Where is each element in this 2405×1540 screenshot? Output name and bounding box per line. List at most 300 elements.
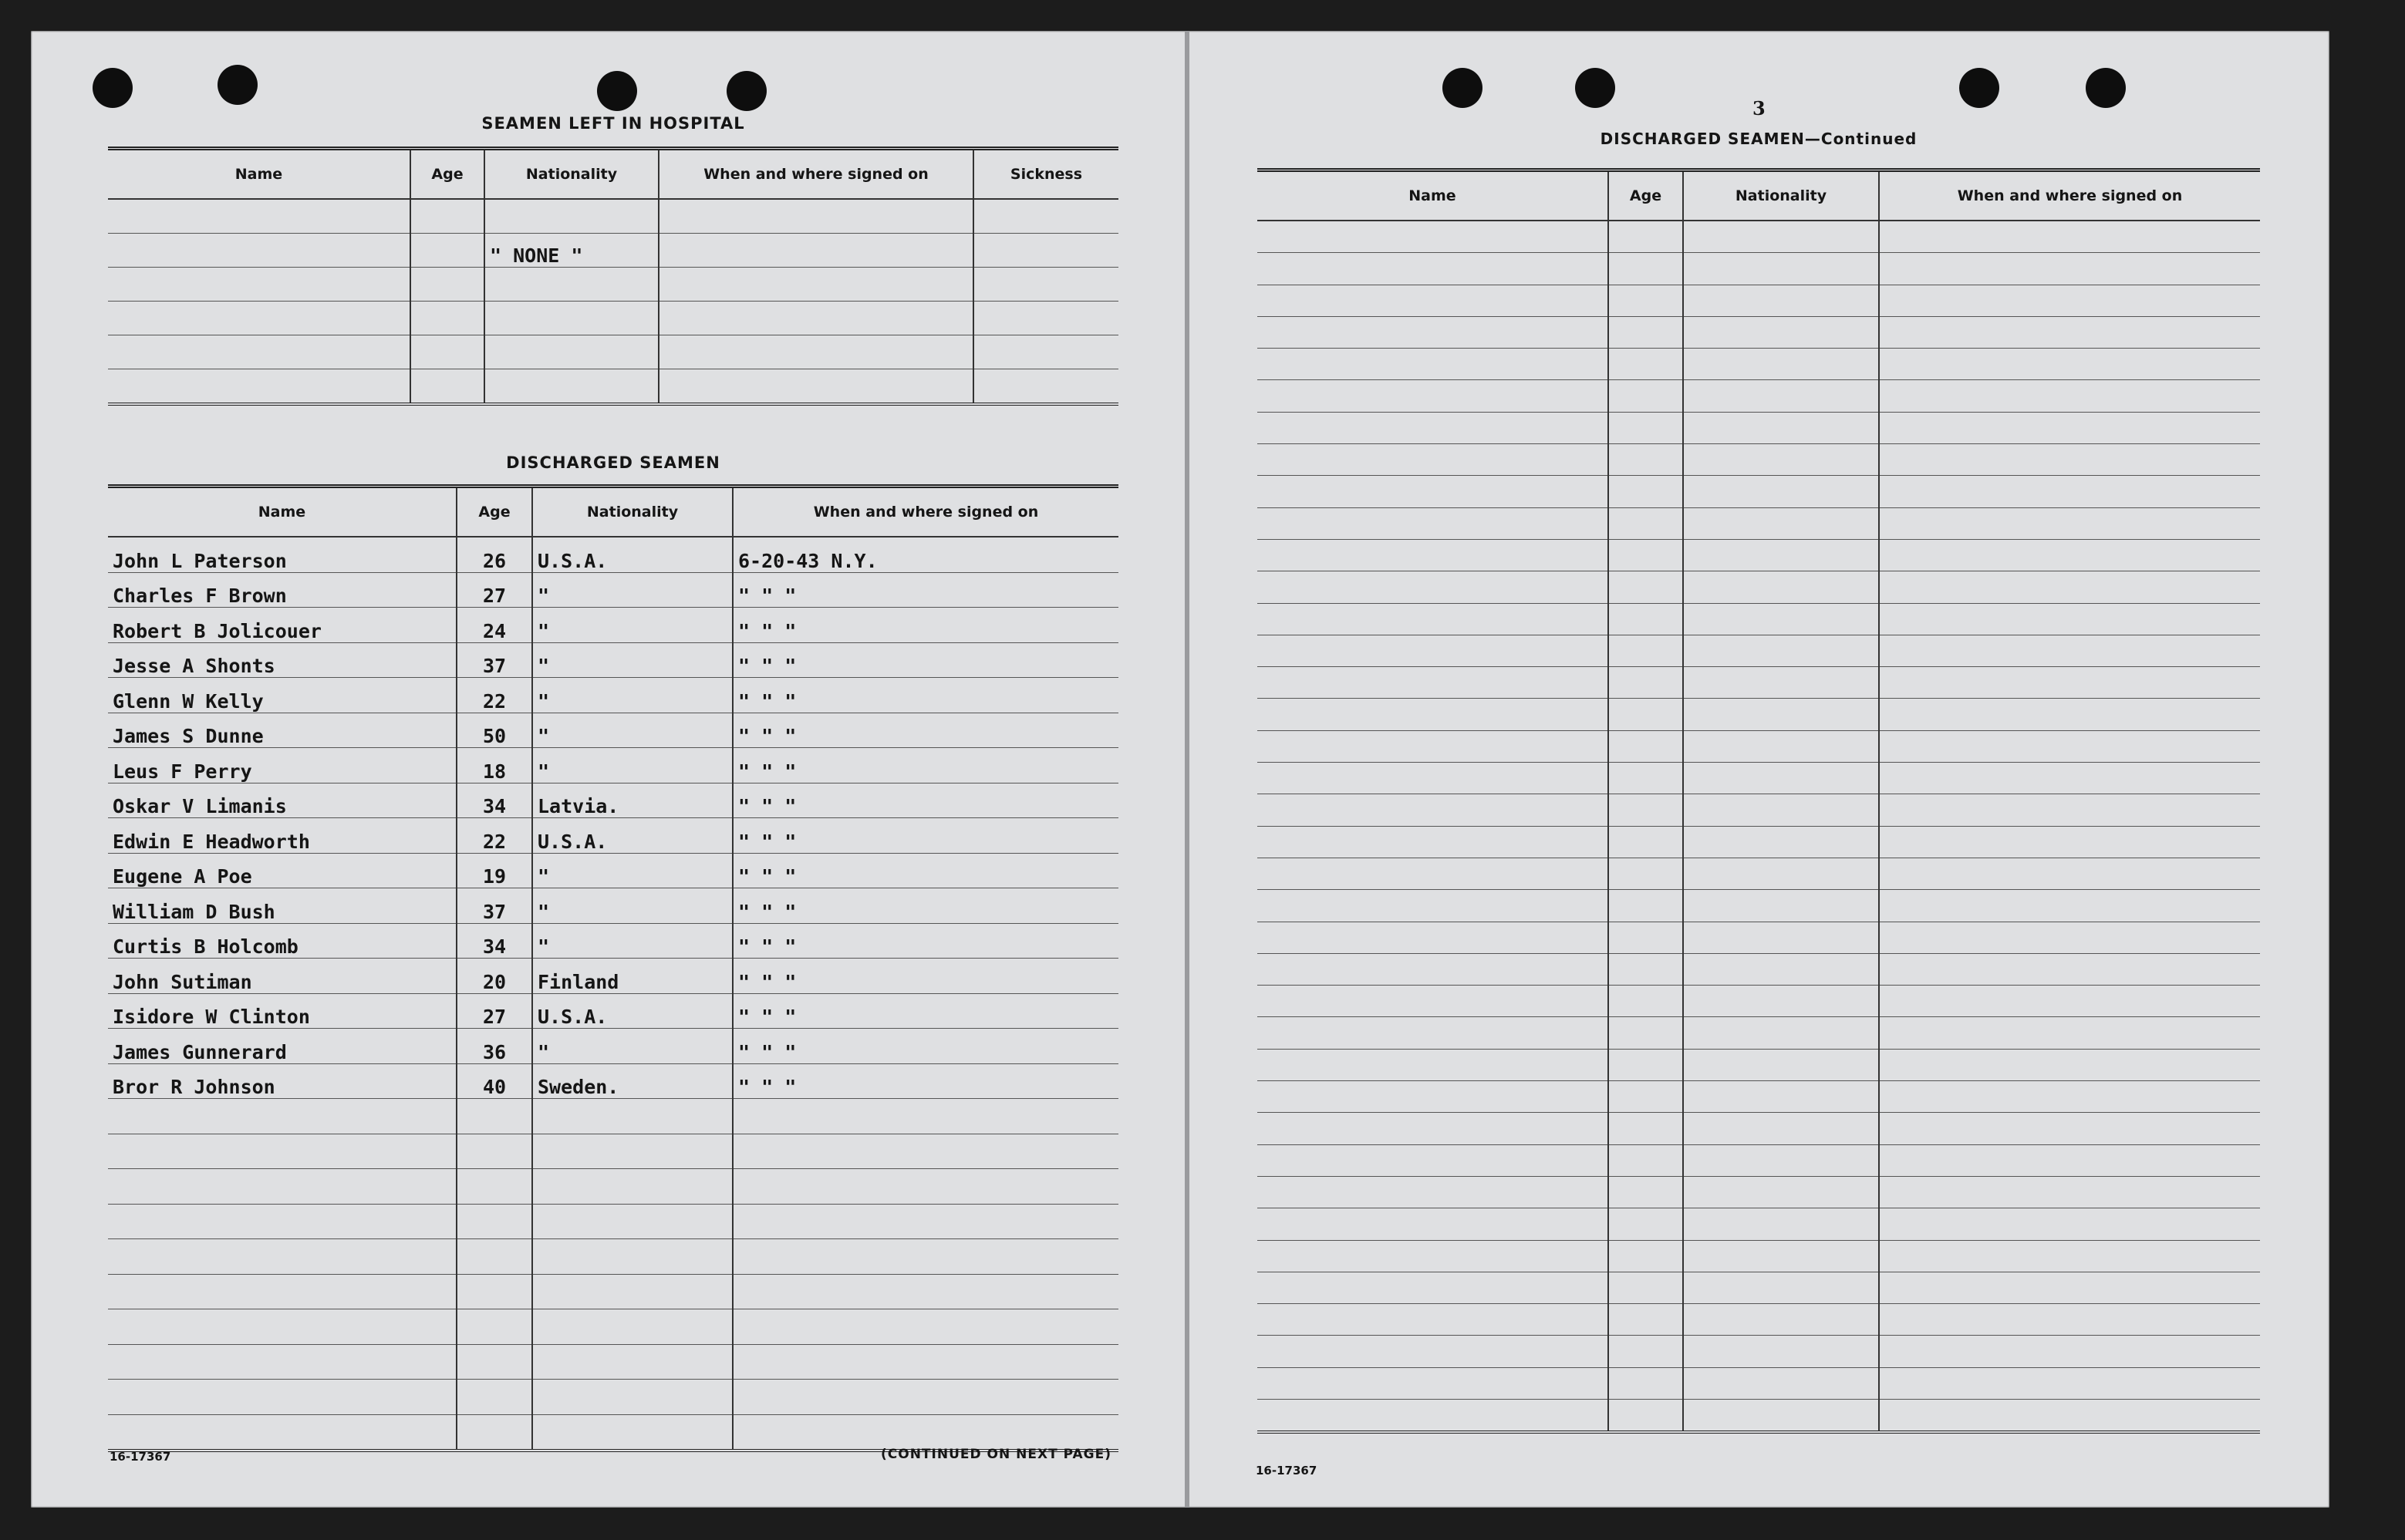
- blank-cell: [1608, 380, 1683, 412]
- seaman-signed-on: " " ": [733, 1029, 1118, 1064]
- seaman-nationality: ": [532, 572, 733, 608]
- seaman-name: [108, 1169, 457, 1205]
- blank-cell: [1879, 1017, 2260, 1049]
- blank-cell: [1879, 1304, 2260, 1336]
- discharged-col-age: Age: [457, 487, 532, 537]
- continued-col-name: Name: [1257, 170, 1608, 221]
- blank-cell: [1257, 667, 1608, 699]
- hospital-table: [108, 147, 1118, 406]
- table-row: [1257, 1336, 2260, 1367]
- seaman-signed-on: " " ": [733, 853, 1118, 888]
- blank-cell: [1683, 1017, 1879, 1049]
- blank-cell: [1257, 221, 1608, 253]
- seaman-nationality: ": [532, 748, 733, 783]
- seaman-name: Edwin E Headworth: [108, 818, 457, 854]
- table-row: [1257, 635, 2260, 666]
- seaman-signed-on: 6-20-43 N.Y.: [733, 537, 1118, 572]
- continued-table: [1257, 168, 2260, 1434]
- blank-cell: [1608, 1017, 1683, 1049]
- table-row: [1257, 1272, 2260, 1303]
- seaman-nationality: [532, 1344, 733, 1380]
- blank-cell: [1257, 1144, 1608, 1176]
- blank-cell: [1257, 858, 1608, 889]
- blank-cell: [1257, 1367, 1608, 1399]
- table-row: [1257, 699, 2260, 730]
- blank-cell: [1608, 1336, 1683, 1367]
- seaman-age: 50: [457, 713, 532, 748]
- blank-cell: [1683, 285, 1879, 316]
- blank-cell: [1608, 699, 1683, 730]
- blank-cell: [1683, 380, 1879, 412]
- discharged-table: [108, 484, 1118, 1452]
- seaman-signed-on: " " ": [733, 959, 1118, 994]
- seaman-nationality: [532, 1099, 733, 1134]
- blank-cell: [1257, 1113, 1608, 1144]
- blank-cell: [1879, 1240, 2260, 1272]
- discharged-col-name: Name: [108, 487, 457, 537]
- blank-cell: [1683, 730, 1879, 762]
- seaman-signed-on: " " ": [733, 888, 1118, 924]
- table-row: [1257, 539, 2260, 571]
- table-row: [108, 234, 1118, 268]
- blank-cell: [1257, 1081, 1608, 1113]
- seaman-signed-on: " " ": [733, 993, 1118, 1029]
- seaman-age: [457, 1169, 532, 1205]
- table-row: [108, 572, 1118, 608]
- blank-cell: [1257, 1176, 1608, 1208]
- blank-cell: [1608, 1081, 1683, 1113]
- blank-cell: [1879, 1367, 2260, 1399]
- continued-col-age: Age: [1608, 170, 1683, 221]
- blank-cell: [1608, 507, 1683, 539]
- table-row: [1257, 603, 2260, 635]
- seaman-signed-on: " " ": [733, 783, 1118, 818]
- blank-cell: [1683, 794, 1879, 826]
- blank-cell: [1879, 539, 2260, 571]
- blank-cell: [1683, 635, 1879, 666]
- seaman-nationality: [532, 1309, 733, 1345]
- blank-cell: [1608, 1176, 1683, 1208]
- blank-cell: [1608, 986, 1683, 1017]
- blank-cell: [1257, 986, 1608, 1017]
- seaman-age: [457, 1380, 532, 1415]
- seaman-signed-on: [733, 1414, 1118, 1451]
- page-number: 3: [1752, 97, 1766, 120]
- seaman-nationality: [532, 1134, 733, 1169]
- seaman-age: 26: [457, 537, 532, 572]
- blank-cell: [1257, 285, 1608, 316]
- blank-cell: [1683, 763, 1879, 794]
- seaman-signed-on: " " ": [733, 923, 1118, 959]
- blank-cell: [1879, 380, 2260, 412]
- seaman-name: Isidore W Clinton: [108, 993, 457, 1029]
- table-row: [108, 369, 1118, 405]
- blank-cell: [1257, 476, 1608, 507]
- punch-hole: [597, 71, 637, 111]
- table-row: [1257, 412, 2260, 443]
- table-row: [108, 818, 1118, 854]
- seaman-nationality: [532, 1380, 733, 1415]
- blank-cell: [1683, 476, 1879, 507]
- blank-cell: [1257, 699, 1608, 730]
- table-row: [1257, 794, 2260, 826]
- seaman-name: [108, 1274, 457, 1309]
- table-row: [108, 923, 1118, 959]
- blank-cell: [1879, 571, 2260, 603]
- blank-cell: [1608, 667, 1683, 699]
- seaman-name: James S Dunne: [108, 713, 457, 748]
- blank-cell: [1879, 922, 2260, 953]
- seaman-name: Curtis B Holcomb: [108, 923, 457, 959]
- blank-cell: [1879, 1399, 2260, 1432]
- blank-cell: [1257, 571, 1608, 603]
- blank-cell: [1257, 890, 1608, 922]
- seaman-age: [457, 1239, 532, 1275]
- seaman-nationality: Latvia.: [532, 783, 733, 818]
- discharged-title: DISCHARGED SEAMEN: [506, 453, 720, 472]
- blank-cell: [1608, 794, 1683, 826]
- blank-cell: [1683, 667, 1879, 699]
- seaman-signed-on: " " ": [733, 1063, 1118, 1099]
- blank-cell: [1257, 826, 1608, 858]
- seaman-name: Glenn W Kelly: [108, 678, 457, 713]
- blank-cell: [1608, 953, 1683, 985]
- seaman-name: Bror R Johnson: [108, 1063, 457, 1099]
- blank-cell: [1257, 794, 1608, 826]
- table-row: [108, 302, 1118, 335]
- blank-cell: [1879, 730, 2260, 762]
- table-row: [1257, 507, 2260, 539]
- table-row: [1257, 1399, 2260, 1432]
- seaman-signed-on: [733, 1239, 1118, 1275]
- blank-cell: [1879, 1113, 2260, 1144]
- blank-cell: [1683, 1176, 1879, 1208]
- blank-cell: [1683, 571, 1879, 603]
- seaman-name: [108, 1204, 457, 1239]
- table-row: [108, 608, 1118, 643]
- blank-cell: [1879, 1176, 2260, 1208]
- blank-cell: [1879, 1144, 2260, 1176]
- blank-cell: [1608, 1240, 1683, 1272]
- blank-cell: [1683, 603, 1879, 635]
- table-row: [108, 1344, 1118, 1380]
- discharged-col-nationality: Nationality: [532, 487, 733, 537]
- blank-cell: [1879, 794, 2260, 826]
- blank-cell: [1608, 922, 1683, 953]
- table-row: [1257, 1304, 2260, 1336]
- seaman-nationality: U.S.A.: [532, 818, 733, 854]
- blank-cell: [1683, 699, 1879, 730]
- seaman-age: 20: [457, 959, 532, 994]
- table-row: [108, 1169, 1118, 1205]
- blank-cell: [1879, 953, 2260, 985]
- seaman-name: John L Paterson: [108, 537, 457, 572]
- punch-hole: [218, 65, 258, 105]
- blank-cell: [1608, 763, 1683, 794]
- blank-cell: [1608, 1367, 1683, 1399]
- blank-cell: [1257, 253, 1608, 285]
- blank-cell: [1608, 730, 1683, 762]
- table-row: [108, 748, 1118, 783]
- blank-cell: [1879, 826, 2260, 858]
- blank-cell: [1608, 412, 1683, 443]
- hospital-col-signed-on: When and where signed on: [659, 149, 973, 200]
- seaman-signed-on: " " ": [733, 818, 1118, 854]
- seaman-name: Charles F Brown: [108, 572, 457, 608]
- table-row: [108, 537, 1118, 572]
- seaman-signed-on: [733, 1169, 1118, 1205]
- table-row: [108, 678, 1118, 713]
- blank-cell: [1879, 221, 2260, 253]
- blank-cell: [1257, 1208, 1608, 1240]
- table-row: [1257, 444, 2260, 476]
- blank-cell: [1683, 826, 1879, 858]
- seaman-age: [457, 1274, 532, 1309]
- blank-cell: [1683, 953, 1879, 985]
- blank-cell: [1257, 349, 1608, 380]
- blank-cell: [1879, 444, 2260, 476]
- seaman-age: 34: [457, 923, 532, 959]
- seaman-signed-on: [733, 1204, 1118, 1239]
- blank-cell: [1257, 635, 1608, 666]
- seaman-name: [108, 1099, 457, 1134]
- blank-cell: [1879, 1208, 2260, 1240]
- seaman-age: 27: [457, 572, 532, 608]
- blank-cell: [1257, 1017, 1608, 1049]
- seaman-signed-on: " " ": [733, 608, 1118, 643]
- continued-title: DISCHARGED SEAMEN—Continued: [1600, 130, 1918, 148]
- form-number-right: 16-17367: [1256, 1464, 1317, 1478]
- blank-cell: [1257, 922, 1608, 953]
- seaman-nationality: ": [532, 888, 733, 924]
- table-row: [1257, 826, 2260, 858]
- discharged-body: [108, 537, 1118, 1451]
- blank-cell: [1608, 1272, 1683, 1303]
- seaman-name: Oskar V Limanis: [108, 783, 457, 818]
- table-row: [1257, 922, 2260, 953]
- seaman-age: 34: [457, 783, 532, 818]
- table-row: [108, 1274, 1118, 1309]
- table-row: [108, 1380, 1118, 1415]
- seaman-nationality: ": [532, 853, 733, 888]
- blank-cell: [1257, 1272, 1608, 1303]
- seaman-age: 27: [457, 993, 532, 1029]
- blank-cell: [1608, 1399, 1683, 1432]
- blank-cell: [1257, 1399, 1608, 1432]
- blank-cell: [1608, 571, 1683, 603]
- blank-cell: [1257, 412, 1608, 443]
- blank-cell: [1257, 316, 1608, 348]
- table-row: [1257, 349, 2260, 380]
- table-row: [108, 888, 1118, 924]
- blank-cell: [1879, 890, 2260, 922]
- seaman-name: James Gunnerard: [108, 1029, 457, 1064]
- table-row: [1257, 1113, 2260, 1144]
- table-row: [108, 335, 1118, 369]
- table-row: [1257, 285, 2260, 316]
- punch-hole: [2086, 68, 2126, 108]
- table-row: [108, 1309, 1118, 1345]
- blank-cell: [1683, 986, 1879, 1017]
- seaman-nationality: ": [532, 642, 733, 678]
- continued-note: (CONTINUED ON NEXT PAGE): [881, 1447, 1111, 1462]
- table-row: [108, 1063, 1118, 1099]
- seaman-signed-on: [733, 1380, 1118, 1415]
- blank-cell: [1683, 221, 1879, 253]
- seaman-signed-on: " " ": [733, 713, 1118, 748]
- blank-cell: [1879, 603, 2260, 635]
- seaman-name: [108, 1309, 457, 1345]
- blank-cell: [1879, 476, 2260, 507]
- table-row: [1257, 380, 2260, 412]
- blank-cell: [1683, 1113, 1879, 1144]
- blank-cell: [1879, 986, 2260, 1017]
- seaman-nationality: ": [532, 713, 733, 748]
- table-row: [1257, 1367, 2260, 1399]
- table-row: [1257, 1081, 2260, 1113]
- blank-cell: [1879, 635, 2260, 666]
- blank-cell: [1683, 1336, 1879, 1367]
- blank-cell: [1257, 380, 1608, 412]
- seaman-nationality: [532, 1169, 733, 1205]
- blank-cell: [1608, 1049, 1683, 1080]
- table-row: [108, 1239, 1118, 1275]
- page-fold: [1185, 31, 1189, 1508]
- blank-cell: [1683, 1304, 1879, 1336]
- blank-cell: [1608, 858, 1683, 889]
- table-row: [1257, 1176, 2260, 1208]
- seaman-nationality: U.S.A.: [532, 537, 733, 572]
- table-row: [1257, 476, 2260, 507]
- seaman-nationality: ": [532, 923, 733, 959]
- discharged-col-signed-on: When and where signed on: [733, 487, 1118, 537]
- seaman-nationality: ": [532, 608, 733, 643]
- seaman-nationality: [532, 1414, 733, 1451]
- table-row: [108, 1134, 1118, 1169]
- blank-cell: [1683, 922, 1879, 953]
- blank-cell: [1879, 507, 2260, 539]
- blank-cell: [1257, 444, 1608, 476]
- seaman-nationality: Finland: [532, 959, 733, 994]
- blank-cell: [1608, 826, 1683, 858]
- table-row: [1257, 253, 2260, 285]
- blank-cell: [1608, 603, 1683, 635]
- seaman-age: 22: [457, 818, 532, 854]
- blank-cell: [1257, 603, 1608, 635]
- seaman-age: 18: [457, 748, 532, 783]
- blank-cell: [1257, 539, 1608, 571]
- blank-cell: [1683, 444, 1879, 476]
- seaman-name: [108, 1380, 457, 1415]
- blank-cell: [1879, 1336, 2260, 1367]
- table-row: [1257, 858, 2260, 889]
- seaman-age: [457, 1204, 532, 1239]
- table-row: [1257, 1240, 2260, 1272]
- table-row: [1257, 890, 2260, 922]
- seaman-name: William D Bush: [108, 888, 457, 924]
- seaman-age: 40: [457, 1063, 532, 1099]
- table-row: [108, 268, 1118, 302]
- hospital-title: SEAMEN LEFT IN HOSPITAL: [481, 114, 745, 133]
- blank-cell: [1608, 444, 1683, 476]
- blank-cell: [1683, 890, 1879, 922]
- seaman-nationality: [532, 1239, 733, 1275]
- table-row: [1257, 730, 2260, 762]
- seaman-name: [108, 1134, 457, 1169]
- blank-cell: [1683, 1049, 1879, 1080]
- blank-cell: [1683, 1208, 1879, 1240]
- blank-cell: [1879, 316, 2260, 348]
- table-row: [1257, 953, 2260, 985]
- seaman-signed-on: [733, 1344, 1118, 1380]
- seaman-age: 19: [457, 853, 532, 888]
- table-row: [108, 853, 1118, 888]
- seaman-signed-on: [733, 1134, 1118, 1169]
- table-row: [1257, 1017, 2260, 1049]
- seaman-name: Jesse A Shonts: [108, 642, 457, 678]
- seaman-name: Eugene A Poe: [108, 853, 457, 888]
- blank-cell: [1683, 539, 1879, 571]
- table-row: [108, 1099, 1118, 1134]
- blank-cell: [1879, 285, 2260, 316]
- seaman-name: Leus F Perry: [108, 748, 457, 783]
- seaman-name: [108, 1239, 457, 1275]
- blank-cell: [1683, 349, 1879, 380]
- seaman-signed-on: [733, 1274, 1118, 1309]
- seaman-nationality: [532, 1274, 733, 1309]
- blank-cell: [1683, 1272, 1879, 1303]
- seaman-age: 36: [457, 1029, 532, 1064]
- table-row: [108, 199, 1118, 234]
- continued-col-signed-on: When and where signed on: [1879, 170, 2260, 221]
- blank-cell: [1683, 1399, 1879, 1432]
- blank-cell: [1879, 253, 2260, 285]
- seaman-signed-on: " " ": [733, 642, 1118, 678]
- seaman-name: [108, 1344, 457, 1380]
- seaman-name: [108, 1414, 457, 1451]
- punch-hole: [93, 68, 133, 108]
- table-row: [1257, 316, 2260, 348]
- blank-cell: [1879, 858, 2260, 889]
- table-row: [108, 1029, 1118, 1064]
- table-row: [108, 1414, 1118, 1451]
- seaman-signed-on: [733, 1099, 1118, 1134]
- blank-cell: [1257, 730, 1608, 762]
- blank-cell: [1608, 539, 1683, 571]
- blank-cell: [1683, 1240, 1879, 1272]
- table-row: [108, 783, 1118, 818]
- blank-cell: [1608, 1113, 1683, 1144]
- blank-cell: [1257, 763, 1608, 794]
- blank-cell: [1608, 316, 1683, 348]
- seaman-nationality: Sweden.: [532, 1063, 733, 1099]
- seaman-signed-on: " " ": [733, 572, 1118, 608]
- blank-cell: [1257, 1049, 1608, 1080]
- blank-cell: [1608, 1208, 1683, 1240]
- blank-cell: [1608, 1144, 1683, 1176]
- seaman-age: [457, 1414, 532, 1451]
- blank-cell: [1683, 858, 1879, 889]
- seaman-age: 24: [457, 608, 532, 643]
- seaman-age: 37: [457, 888, 532, 924]
- seaman-age: [457, 1134, 532, 1169]
- blank-cell: [1608, 285, 1683, 316]
- blank-cell: [1683, 316, 1879, 348]
- table-row: [108, 642, 1118, 678]
- blank-cell: [1257, 1336, 1608, 1367]
- table-row: [108, 993, 1118, 1029]
- blank-cell: [1608, 476, 1683, 507]
